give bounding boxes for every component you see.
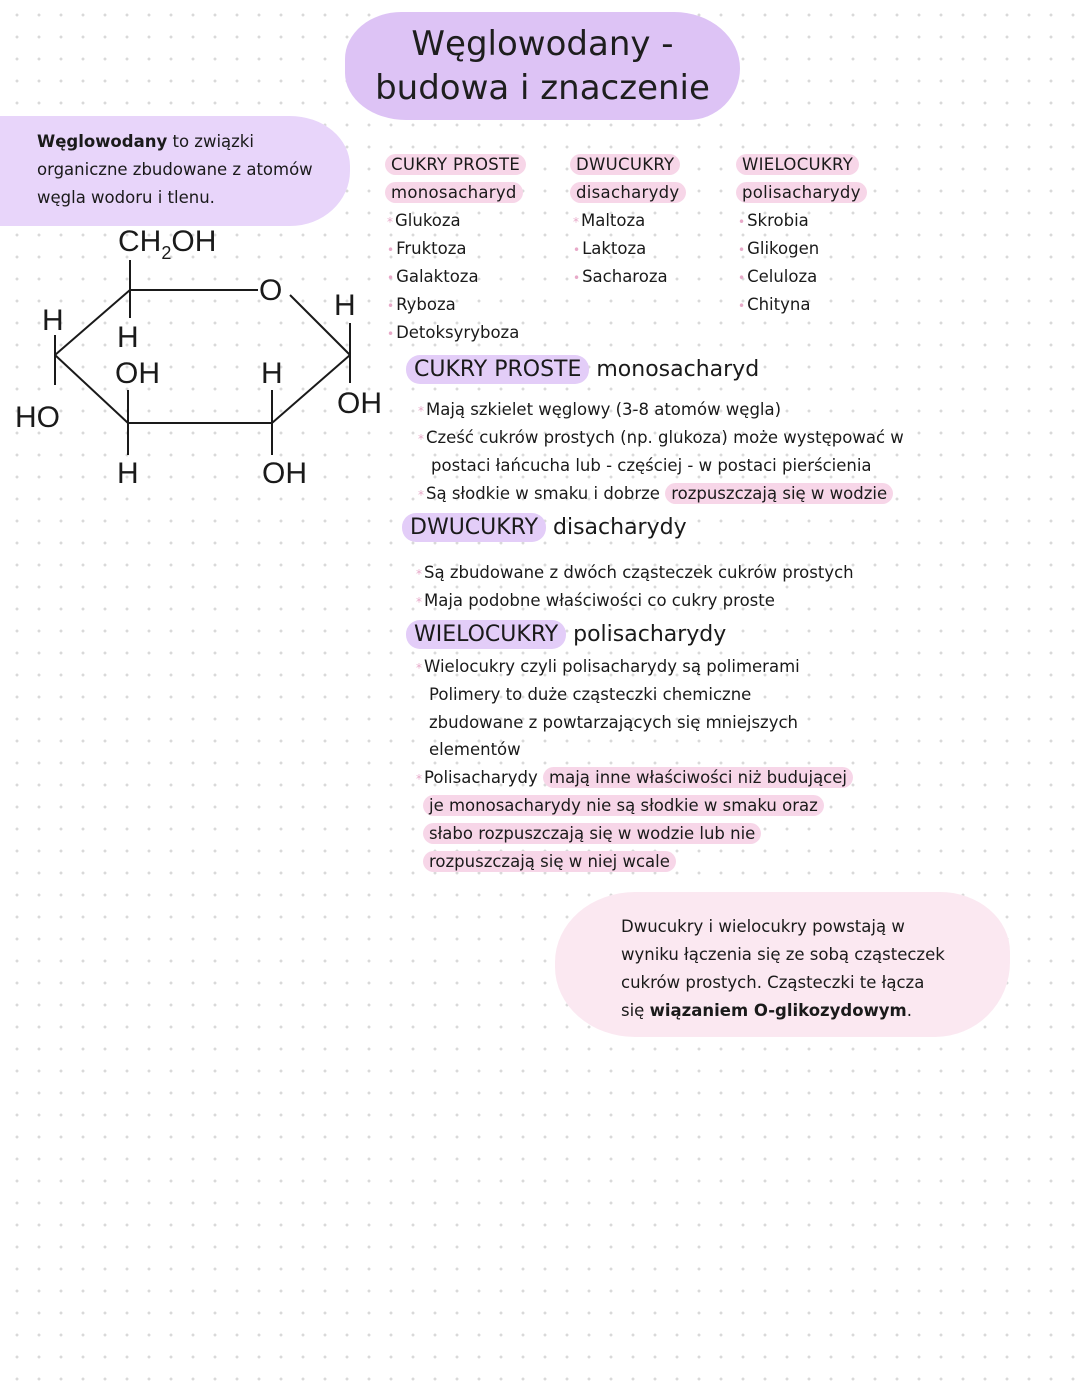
intro-line3: węgla wodoru i tlenu. (37, 188, 215, 207)
column-di-head1: DWUCUKRY (570, 155, 680, 174)
note-line4: się wiązaniem O-glikozydowym. (621, 1001, 912, 1020)
intro-line1-rest: to związki (167, 132, 254, 151)
intro-line1 (37, 132, 254, 151)
mono-paragraph-3: postaci łańcucha lub - częściej - w postaci pierścienia (431, 456, 872, 475)
mono-paragraph-2: * Cześć cukrów prostych (np. glukoza) może występować w (418, 428, 904, 447)
poly-paragraph-7: słabo rozpuszczają się w wodzie lub nie (423, 824, 761, 843)
ring-oxygen-label: O (259, 274, 283, 307)
poly-paragraph-5: * Polisacharydy mają inne właściwości niż budującej (416, 768, 853, 787)
column-mono-head1: CUKRY PROSTE (385, 155, 526, 174)
hydroxyl-label-right: OH (337, 387, 382, 420)
section-heading-di: DWUCUKRY disacharydy (402, 515, 687, 540)
mono-paragraph-1: * Mają szkielet węglowy (3-8 atomów węgla) (418, 400, 782, 419)
column-di-head2: disacharydy (570, 183, 686, 202)
section-heading-mono: CUKRY PROSTE monosacharyd (406, 357, 759, 382)
column-poly-head2: polisacharydy (736, 183, 867, 202)
page-title-line1: Węglowodany - (411, 24, 674, 64)
note-line2: wyniku łączenia się ze sobą cząsteczek (621, 945, 945, 964)
page-title-line2: budowa i znaczenie (375, 68, 710, 108)
hydroxyl-label-c3: OH (115, 357, 160, 390)
hydrogen-label-c2: H (261, 357, 283, 390)
intro-bold-term: Węglowodany (37, 132, 168, 151)
poly-paragraph-1: * Wielocukry czyli polisacharydy są polimerami (416, 657, 800, 676)
list-item: • Detoksyryboza (387, 323, 520, 342)
poly-paragraph-8: rozpuszczają się w niej wcale (423, 852, 676, 871)
list-item: • Fruktoza (387, 239, 467, 258)
note-line1: Dwucukry i wielocukry powstają w (621, 917, 905, 936)
hydrogen-label-c4: H (117, 321, 139, 354)
list-item: • Celuloza (738, 267, 818, 286)
glucose-structure (0, 215, 390, 500)
list-item: • Laktoza (573, 239, 647, 258)
hydroxyl-label-c2-bottom: OH (262, 457, 307, 490)
di-paragraph-2: * Maja podobne właściwości co cukry proste (416, 591, 775, 610)
hydrogen-label-right: H (334, 289, 356, 322)
poly-paragraph-6: je monosacharydy nie są słodkie w smaku oraz (423, 796, 824, 815)
hydrogen-label-c3-bottom: H (117, 457, 139, 490)
poly-paragraph-4: elementów (429, 740, 521, 759)
list-item: • Glikogen (738, 239, 820, 258)
list-item: • Skrobia (738, 211, 809, 230)
poly-paragraph-3: zbudowane z powtarzających się mniejszych (429, 713, 799, 732)
note-line3: cukrów prostych. Cząsteczki te łącza (621, 973, 925, 992)
column-poly-head1: WIELOCUKRY (736, 155, 859, 174)
list-item: • Chityna (738, 295, 811, 314)
list-item: • Galaktoza (387, 267, 479, 286)
di-paragraph-1: * Są zbudowane z dwóch cząsteczek cukrów prostych (416, 563, 854, 582)
list-item: • Sacharoza (573, 267, 668, 286)
list-item: * Glukoza (387, 211, 461, 230)
list-item: • Ryboza (387, 295, 456, 314)
intro-line2: organiczne zbudowane z atomów (37, 160, 313, 179)
list-item: * Maltoza (573, 211, 646, 230)
hydrogen-label-left: H (42, 304, 64, 337)
mono-paragraph-4: * Są słodkie w smaku i dobrze rozpuszczają się w wodzie (418, 484, 893, 503)
section-heading-poly: WIELOCUKRY polisacharydy (406, 622, 726, 647)
ch2oh-label: $CH_2OH$ (118, 225, 217, 263)
hydroxyl-label-left: HO (15, 401, 60, 434)
poly-paragraph-2: Polimery to duże cząsteczki chemiczne (429, 685, 752, 704)
column-mono-head2: monosacharyd (385, 183, 523, 202)
note-bold-term: wiązaniem O-glikozydowym (649, 1001, 907, 1020)
